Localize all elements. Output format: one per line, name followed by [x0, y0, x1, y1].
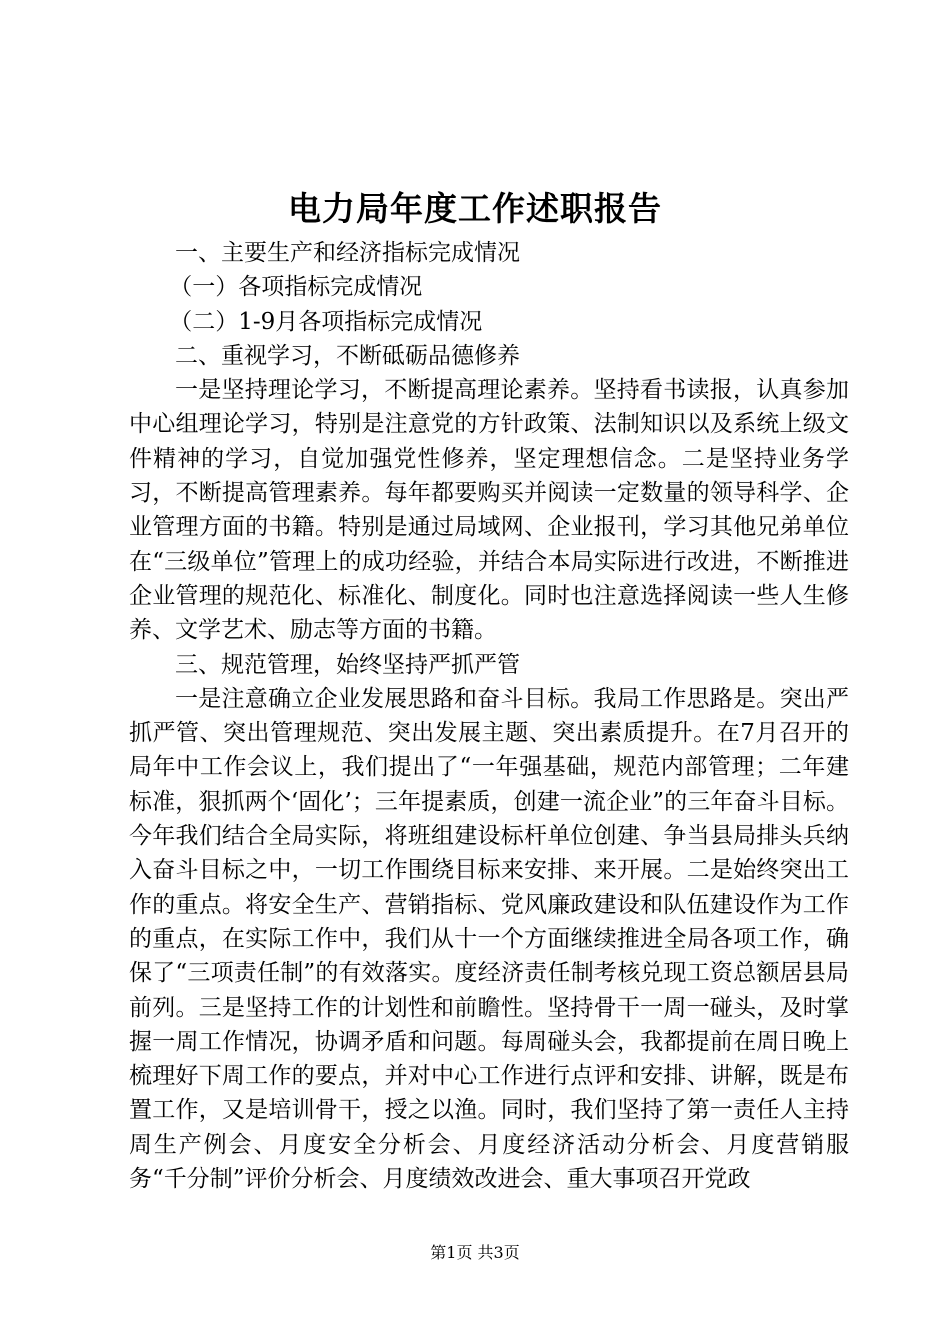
body-paragraph-1: 一是坚持理论学习，不断提高理论素养。坚持看书读报，认真参加中心组理论学习，特别是注意党的方针政策、法制知识以及系统上级文件精神的学习，自觉加强党性修养，坚定理想信念。二是坚持业务学习，不断提高管理素养。每年都要购买并阅读一定数量的领导科学、企业管理方面的书籍。特别是通过局域网、企业报刊，学习其他兄弟单位在“三级单位”管理上的成功经验，并结合本局实际进行改进，不断推进企业管理的规范化、标准化、制度化。同时也注意选择阅读一些人生修养、文学艺术、励志等方面的书籍。 [129, 377, 849, 644]
body-paragraph-2: 一是注意确立企业发展思路和奋斗目标。我局工作思路是。突出严抓严管、突出管理规范、突出发展主题、突出素质提升。在7月召开的局年中工作会议上，我们提出了“一年强基础，规范内部管理；二年建标准，狠抓两个‘固化’；三年提素质，创建一流企业”的三年奋斗目标。今年我们结合全局实际，将班组建设标杆单位创建、争当县局排头兵纳入奋斗目标之中，一切工作围绕目标来安排、来开展。二是始终突出工作的重点。将安全生产、营销指标、党风廉政建设和队伍建设作为工作的重点，在实际工作中，我们从十一个方面继续推进全局各项工作，确保了“三项责任制”的有效落实。度经济责任制考核兑现工资总额居县局前列。三是坚持工作的计划性和前瞻性。坚持骨干一周一碰头，及时掌握一周工作情况，协调矛盾和问题。每周碰头会，我都提前在周日晚上梳理好下周工作的要点，并对中心工作进行点评和安排、讲解，既是布置工作，又是培训骨干，授之以渔。同时，我们坚持了第一责任人主持周生产例会、月度安全分析会、月度经济活动分析会、月度营销服务“千分制”评价分析会、月度绩效改进会、重大事项召开党政 [129, 685, 849, 1193]
section-heading-3: 三、规范管理，始终坚持严抓严管 [175, 651, 520, 678]
section-heading-2: 二、重视学习，不断砥砺品德修养 [175, 342, 520, 369]
subsection-heading-2: （二）1-9月各项指标完成情况 [169, 308, 483, 335]
section-heading-1: 一、主要生产和经济指标完成情况 [175, 240, 520, 266]
document-title: 电力局年度工作述职报告 [288, 189, 662, 228]
document-body [129, 236, 849, 1196]
subsection-heading-1: （一）各项指标完成情况 [169, 274, 423, 301]
page-footer: 第1页 共3页 [430, 1243, 520, 1262]
